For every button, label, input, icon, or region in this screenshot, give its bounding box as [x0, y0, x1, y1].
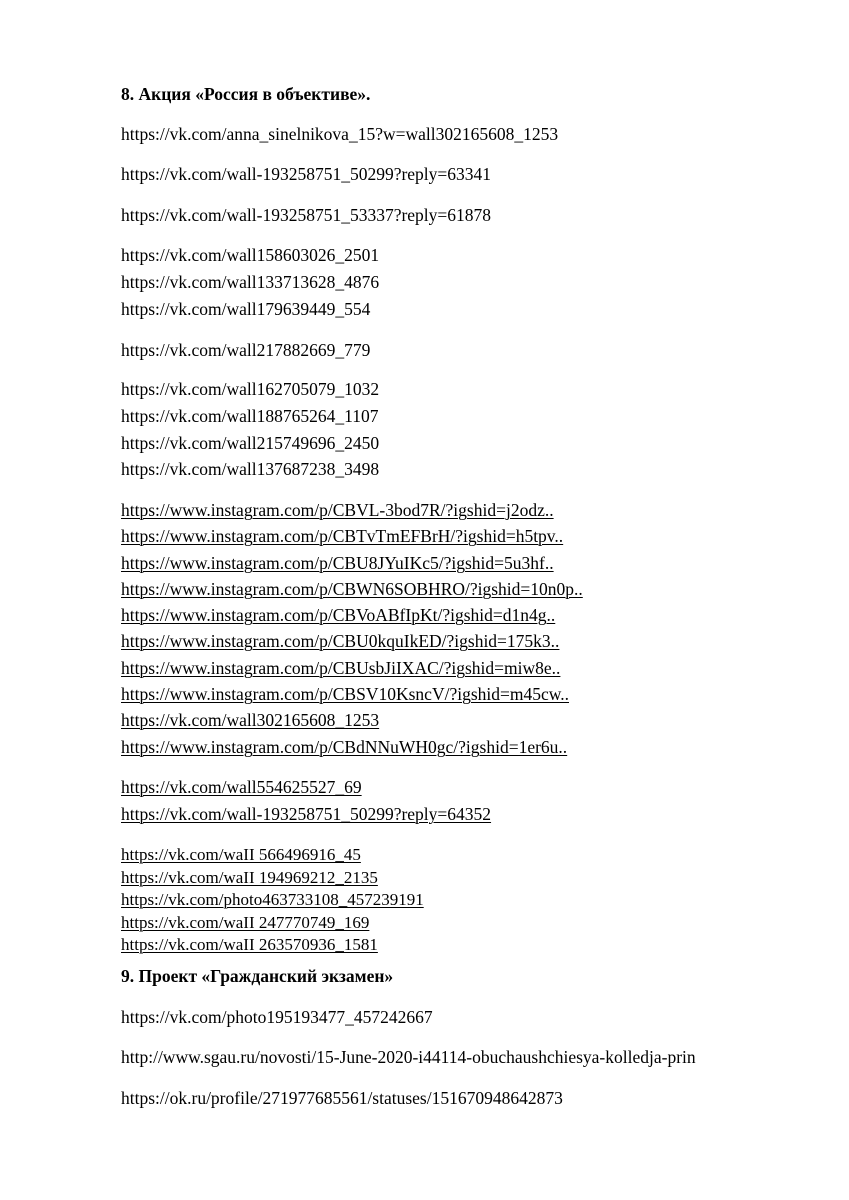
- hyperlink[interactable]: https://vk.com/wall302165608_1253: [121, 710, 380, 730]
- hyperlink[interactable]: https://vk.com/waII 566496916_45: [121, 845, 361, 864]
- link[interactable]: https://vk.com/wall137687238_3498: [121, 459, 380, 479]
- hyperlink[interactable]: https://www.instagram.com/p/CBVoABfIpKt/?igshid=d1n4g..: [121, 605, 556, 625]
- hyperlink[interactable]: https://vk.com/wall-193258751_50299?reply=64352: [121, 804, 492, 824]
- section-9-heading: 9. Проект «Гражданский экзамен»: [121, 966, 394, 986]
- hyperlink[interactable]: https://vk.com/photo463733108_457239191: [121, 890, 424, 909]
- hyperlink[interactable]: https://www.instagram.com/p/CBSV10KsncV/?igshid=m45cw..: [121, 684, 569, 704]
- hyperlink[interactable]: https://www.instagram.com/p/CBTvTmEFBrH/?igshid=h5tpv..: [121, 526, 564, 546]
- hyperlink[interactable]: https://vk.com/waII 263570936_1581: [121, 935, 378, 954]
- link[interactable]: https://vk.com/wall217882669_779: [121, 340, 371, 360]
- link[interactable]: https://vk.com/photo195193477_457242667: [121, 1007, 433, 1027]
- section-8-heading: 8. Акция «Россия в объективе».: [121, 84, 371, 104]
- hyperlink[interactable]: https://www.instagram.com/p/CBU0kquIkED/?igshid=175k3..: [121, 631, 560, 651]
- hyperlink[interactable]: https://www.instagram.com/p/CBWN6SOBHRO/?igshid=10n0p..: [121, 579, 583, 599]
- hyperlink[interactable]: https://www.instagram.com/p/CBU8JYuIKc5/?igshid=5u3hf..: [121, 553, 554, 573]
- link[interactable]: https://vk.com/wall158603026_2501: [121, 245, 380, 265]
- link[interactable]: https://vk.com/wall188765264_1107: [121, 406, 379, 426]
- link[interactable]: https://vk.com/wall215749696_2450: [121, 433, 380, 453]
- link[interactable]: https://vk.com/wall-193258751_50299?reply=63341: [121, 164, 492, 184]
- link[interactable]: https://ok.ru/profile/271977685561/statuses/151670948642873: [121, 1088, 563, 1108]
- link[interactable]: https://vk.com/wall133713628_4876: [121, 272, 380, 292]
- hyperlink[interactable]: https://vk.com/waII 247770749_169: [121, 913, 370, 932]
- hyperlink[interactable]: https://www.instagram.com/p/CBdNNuWH0gc/?igshid=1er6u..: [121, 737, 568, 757]
- link[interactable]: http://www.sgau.ru/novosti/15-June-2020-i44114-obuchaushchiesya-kolledja-prin: [121, 1047, 696, 1067]
- link[interactable]: https://vk.com/wall179639449_554: [121, 299, 371, 319]
- link[interactable]: https://vk.com/anna_sinelnikova_15?w=wall302165608_1253: [121, 124, 559, 144]
- hyperlink[interactable]: https://vk.com/waII 194969212_2135: [121, 868, 378, 887]
- hyperlink[interactable]: https://vk.com/wall554625527_69: [121, 777, 362, 797]
- hyperlink[interactable]: https://www.instagram.com/p/CBUsbJiIXAC/?igshid=miw8e..: [121, 658, 561, 678]
- hyperlink[interactable]: https://www.instagram.com/p/CBVL-3bod7R/?igshid=j2odz..: [121, 500, 554, 520]
- link[interactable]: https://vk.com/wall162705079_1032: [121, 379, 380, 399]
- link[interactable]: https://vk.com/wall-193258751_53337?reply=61878: [121, 205, 492, 225]
